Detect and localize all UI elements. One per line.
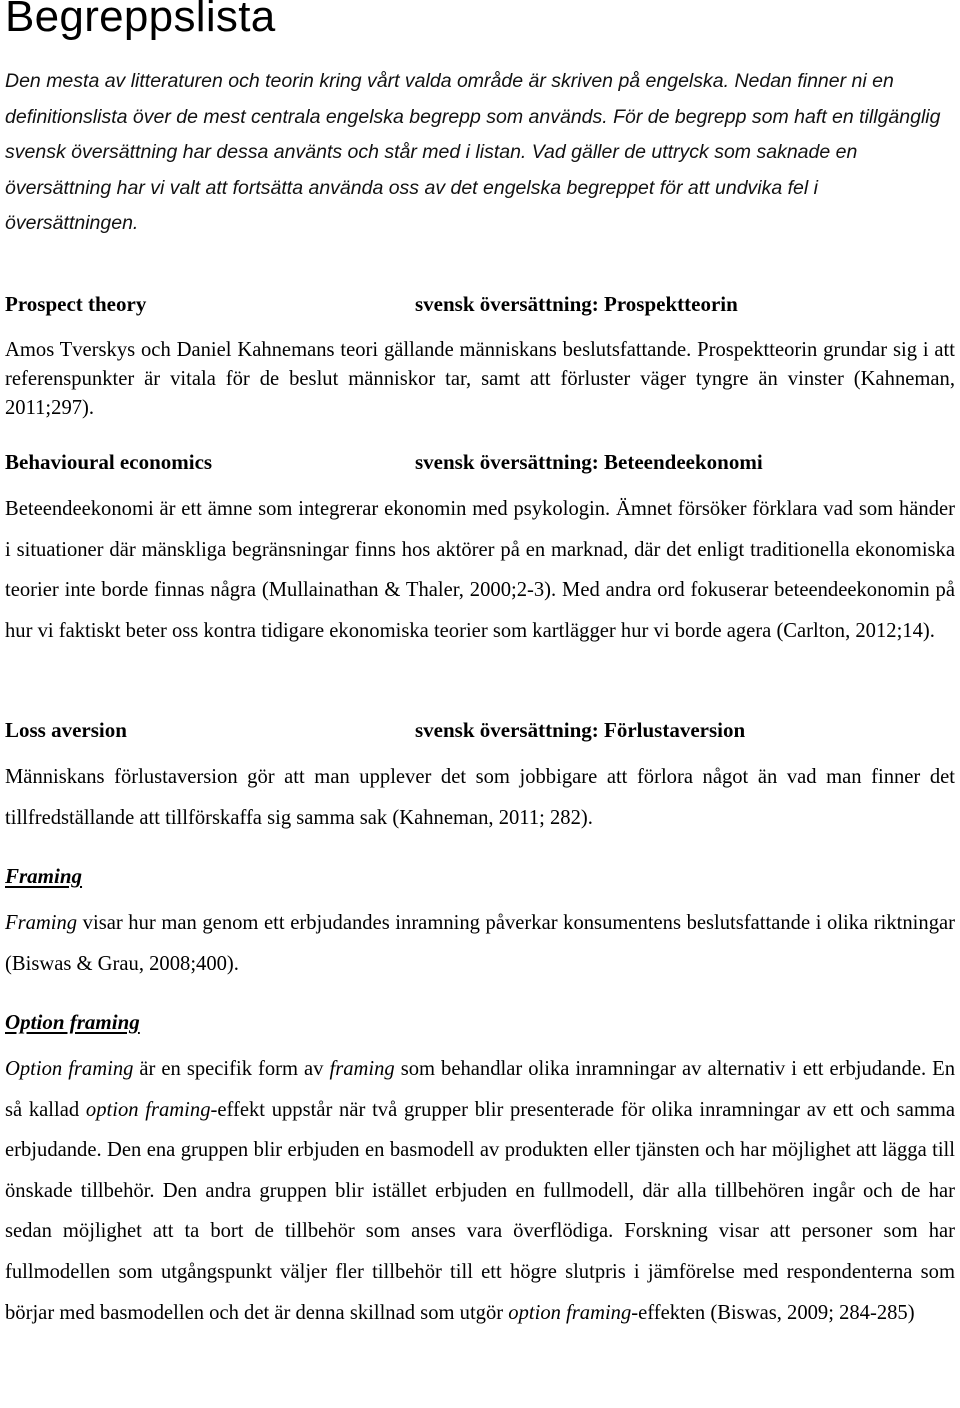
- term-heading-behavioural-economics: [5, 450, 955, 480]
- option-framing-emphasis-4: option framing: [508, 1301, 632, 1324]
- option-framing-text-1: är en specifik form av: [133, 1058, 330, 1080]
- translation-behavioural-economics: svensk översättning: Beteendeekonomi: [415, 450, 763, 474]
- term-behavioural-economics: Behavioural economics: [5, 450, 213, 474]
- option-framing-text-3: -effekt uppstår när två grupper blir presenterade för olika inramningar av ett och samma erbjudande. Den ena gruppen blir erbjuden en basmodell av produkten eller tjänsten och har möjlighet att lägga till önskade tillbehör. Den andra gruppen blir istället erbjuden en fullmodell, där alla tillbehören ingår och de har sedan möjlighet att ta bort de tillbehör som anses vara överflödiga. Forskning visar att personer som har fullmodellen som utgångspunkt väljer fler tillbehör till ett högre slutpris i jämförelse med respondenterna som börjar med basmodellen och det är denna skillnad som utgör: [5, 1098, 956, 1324]
- term-heading-loss-aversion: [5, 718, 955, 748]
- term-option-framing: Option framing: [5, 1010, 140, 1034]
- option-framing-emphasis-3: option framing: [85, 1098, 211, 1121]
- term-heading-prospect-theory: [5, 292, 955, 322]
- intro-paragraph: Den mesta av litteraturen och teorin kring vårt valda område är skriven på engelska. Nedan finner ni en definitionslista över de mest centrala engelska begrepp som används. För de begrepp som haft en tillgänglig svensk översättning har dessa använts och står med i listan. Vad gäller de uttryck som saknade en översättning har vi valt att fortsätta använda oss av det engelska begreppet för att undvika fel i översättningen.: [5, 70, 941, 235]
- definition-option-framing: [5, 1049, 955, 1333]
- translation-loss-aversion: svensk översättning: Förlustaversion: [415, 718, 746, 742]
- page-title: Begreppslista: [5, 0, 276, 41]
- option-framing-text-2: som behandlar olika inramningar av alternativ i ett erbjudande. En så kallad: [5, 1058, 955, 1121]
- option-framing-emphasis-1: Option framing: [5, 1058, 134, 1080]
- term-framing: Framing: [5, 864, 83, 888]
- framing-emphasis-2: framing: [329, 1058, 395, 1080]
- definition-prospect-theory: Amos Tverskys och Daniel Kahnemans teori gällande människans beslutsfattande. Prospektteorin grundar sig i att referenspunkter är vitala för de beslut människor tar, samt att förluster väger tyngre än vinster (Kahneman, 2011;297).: [5, 339, 955, 419]
- definition-behavioural-economics: Beteendeekonomi är ett ämne som integrerar ekonomin med psykologin. Ämnet försöker förklara vad som händer i situationer där mänskliga begränsningar finns hos aktörer på en marknad, där det enligt traditionella ekonomiska teorier inte borde finnas några (Mullainathan & Thaler, 2000;2-3). Med andra ord fokuserar beteendeekonomin på hur vi faktiskt beter oss kontra tidigare ekonomiska teorier som kartlägger hur vi borde agera (Carlton, 2012;14).: [5, 498, 955, 642]
- option-framing-text-4: -effekten (Biswas, 2009; 284-285): [631, 1301, 915, 1324]
- definition-framing: [5, 903, 955, 984]
- term-loss-aversion: Loss aversion: [5, 718, 127, 742]
- definition-loss-aversion: Människans förlustaversion gör att man upplever det som jobbigare att förlora något än vad man finner det tillfredställande att tillförskaffa sig samma sak (Kahneman, 2011; 282).: [5, 766, 955, 829]
- framing-text: visar hur man genom ett erbjudandes inramning påverkar konsumentens beslutsfattande i olika riktningar (Biswas & Grau, 2008;400).: [5, 912, 955, 975]
- term-prospect-theory: Prospect theory: [5, 292, 147, 316]
- translation-prospect-theory: svensk översättning: Prospektteorin: [415, 292, 738, 316]
- framing-emphasis: Framing: [5, 912, 78, 934]
